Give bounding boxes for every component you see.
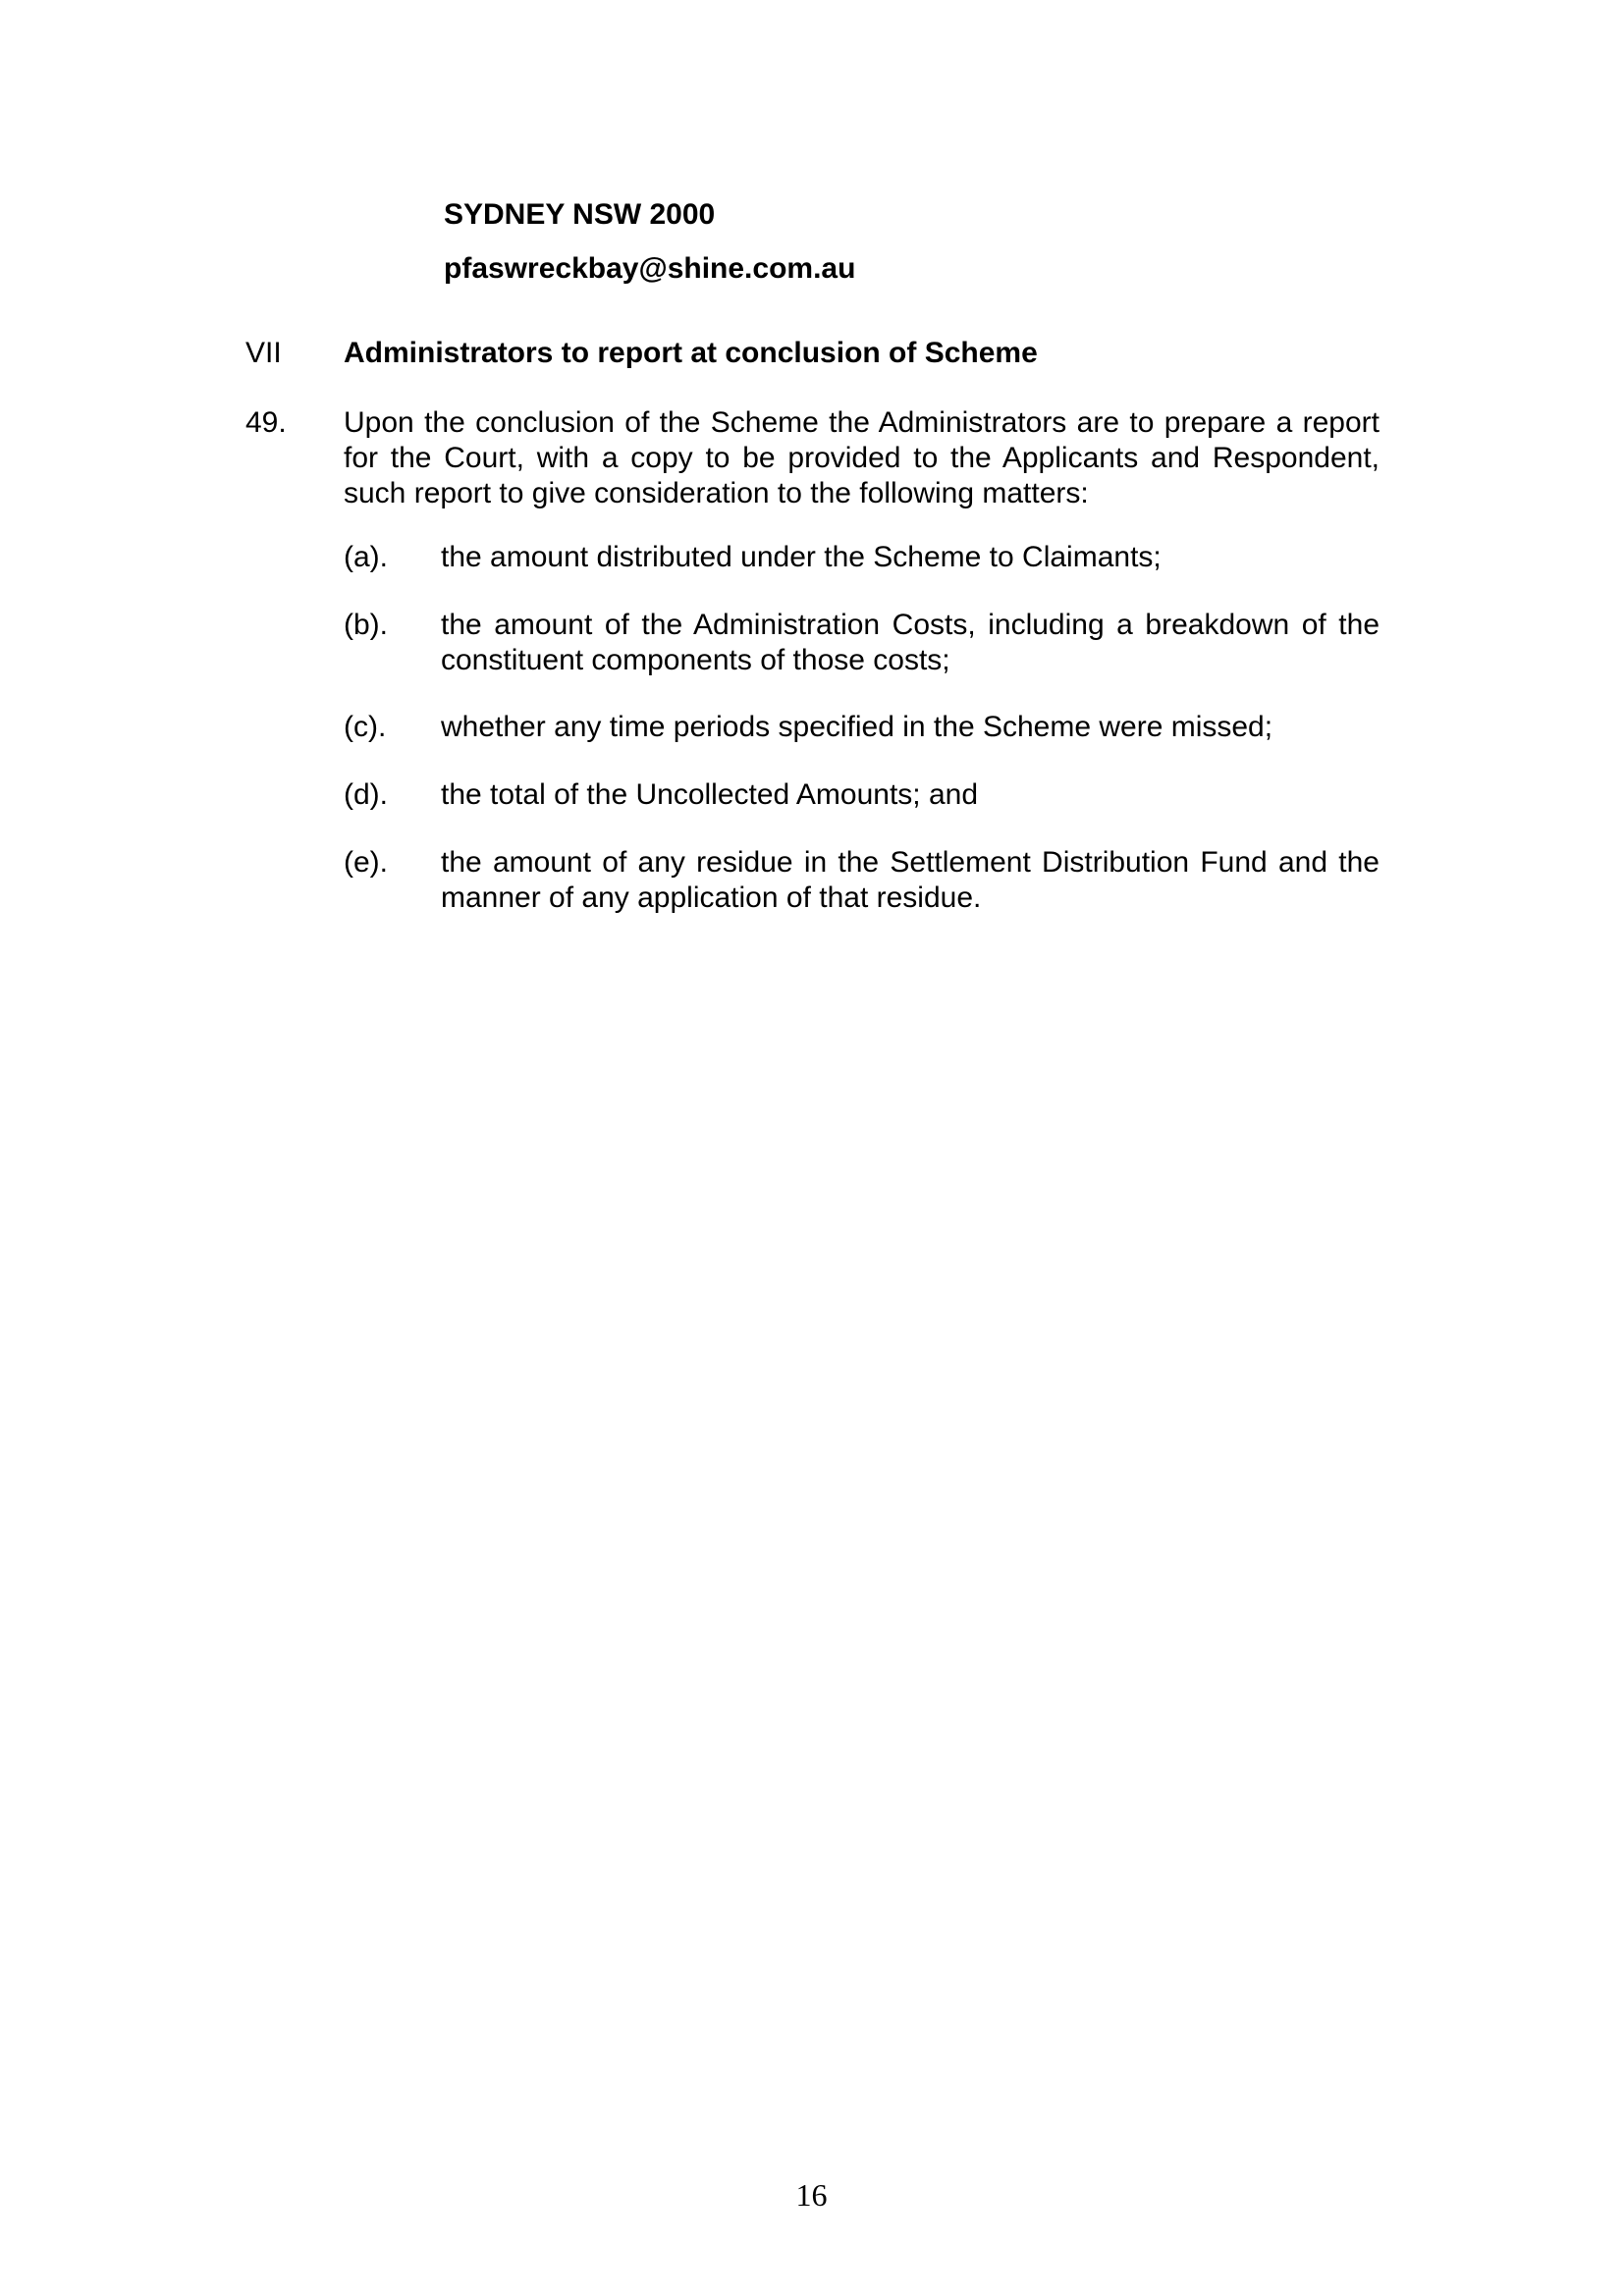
list-item-label-a: (a). — [344, 541, 388, 573]
address-city-line: SYDNEY NSW 2000 — [444, 198, 716, 231]
list-item-label-b: (b). — [344, 609, 388, 641]
list-item-text-d: the total of the Uncollected Amounts; and — [441, 778, 979, 811]
paragraph-number: 49. — [245, 406, 287, 439]
page-number: 16 — [795, 2177, 828, 2213]
list-item-text-a: the amount distributed under the Scheme to Claimants; — [441, 541, 1162, 573]
list-item-label-c: (c). — [344, 711, 387, 743]
list-item-text-c: whether any time periods specified in the Scheme were missed; — [441, 711, 1273, 743]
address-email: pfaswreckbay@shine.com.au — [444, 252, 856, 285]
list-item-text-e: the amount of any residue in the Settlement Distribution Fund and the manner of any application of that residue. — [441, 846, 1380, 914]
paragraph-text: Upon the conclusion of the Scheme the Administrators are to prepare a report for the Court, with a copy to be provided to the Applicants and Respondent, such report to give consideration to the following matters: — [344, 406, 1380, 509]
section-heading: Administrators to report at conclusion of Scheme — [344, 337, 1038, 369]
list-item-label-e: (e). — [344, 846, 388, 879]
list-item-text-b: the amount of the Administration Costs, including a breakdown of the constituent components of those costs; — [441, 609, 1380, 676]
section-number: VII — [245, 337, 282, 369]
list-item-label-d: (d). — [344, 778, 388, 811]
